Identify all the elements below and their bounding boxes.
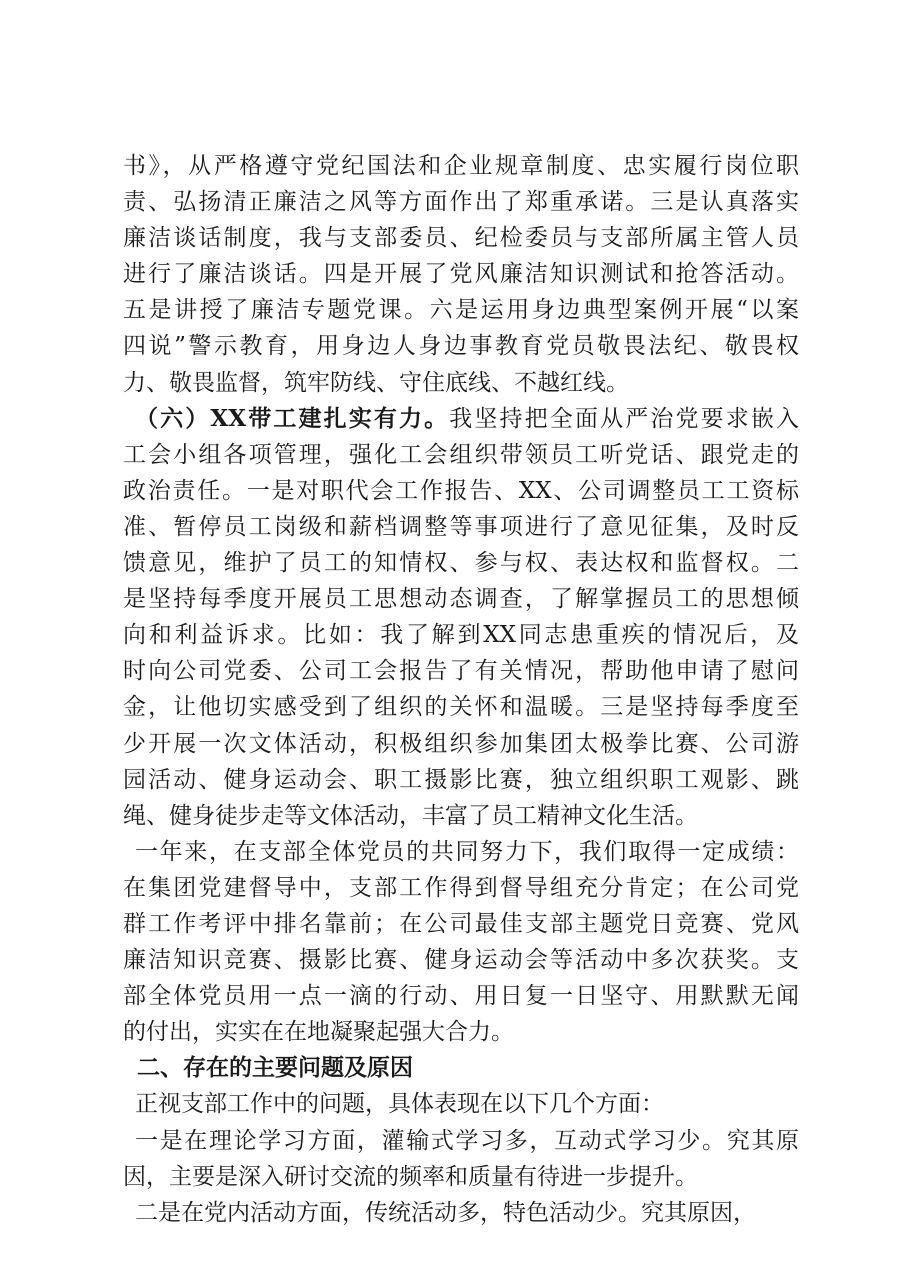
paragraph-line: 时向公司党委、公司工会报告了有关情况，帮助他申请了慰问 bbox=[123, 658, 799, 685]
paragraph-line: 在集团党建督导中，支部工作得到督导组充分肯定；在公司党 bbox=[123, 874, 799, 901]
paragraph-line: 馈意见，维护了员工的知情权、参与权、表达权和监督权。二 bbox=[123, 550, 799, 577]
paragraph-line: 进行了廉洁谈话。四是开展了党风廉洁知识测试和抢答活动。 bbox=[123, 261, 799, 288]
paragraph-line: 少开展一次文体活动，积极组织参加集团太极拳比赛、公司游 bbox=[123, 730, 799, 757]
section-heading-2: 二、存在的主要问题及原因 bbox=[137, 1055, 413, 1082]
document-body bbox=[123, 148, 799, 1231]
paragraph-line: 责、弘扬清正廉洁之风等方面作出了郑重承诺。三是认真落实 bbox=[123, 189, 799, 216]
paragraph-line: 廉洁知识竞赛、摄影比赛、健身运动会等活动中多次获奖。支 bbox=[123, 947, 799, 974]
paragraph-line: 金，让他切实感受到了组织的关怀和温暖。三是坚持每季度至 bbox=[123, 694, 799, 721]
paragraph-line: 群工作考评中排名靠前；在公司最佳支部主题党日竞赛、党风 bbox=[123, 910, 799, 937]
paragraph-line: 廉洁谈话制度，我与支部委员、纪检委员与支部所属主管人员 bbox=[123, 225, 799, 252]
paragraph-line: 书》，从严格遵守党纪国法和企业规章制度、忠实履行岗位职 bbox=[123, 153, 799, 179]
paragraph-line: 一是在理论学习方面，灌输式学习多，互动式学习少。究其原 bbox=[135, 1127, 799, 1154]
paragraph-line: 准、暂停员工岗级和薪档调整等事项进行了意见征集，及时反 bbox=[123, 513, 799, 540]
paragraph-line: 工会小组各项管理，强化工会组织带领员工听党话、跟党走的 bbox=[123, 441, 799, 468]
section-line bbox=[123, 401, 799, 437]
paragraph-line: 五是讲授了廉洁专题党课。六是运用身边典型案例开展“以案 bbox=[123, 297, 799, 324]
paragraph-line: 是坚持每季度开展员工思想动态调查，了解掌握员工的思想倾 bbox=[123, 586, 799, 613]
section-heading: （六）XX带工建扎实有力。 bbox=[135, 404, 450, 432]
paragraph-line: 部全体党员用一点一滴的行动、用日复一日坚守、用默默无闻 bbox=[123, 983, 799, 1010]
paragraph-line: 的付出，实实在在地凝聚起强大合力。 bbox=[123, 1019, 514, 1046]
paragraph-line: 力、敬畏监督，筑牢防线、守住底线、不越红线。 bbox=[123, 369, 629, 396]
paragraph-line: 绳、健身徒步走等文体活动，丰富了员工精神文化生活。 bbox=[123, 802, 698, 829]
paragraph-line: 二是在党内活动方面，传统活动多，特色活动少。究其原因， bbox=[135, 1199, 756, 1226]
paragraph-line: 向和利益诉求。比如：我了解到XX同志患重疾的情况后，及 bbox=[123, 622, 799, 649]
paragraph-line: 正视支部工作中的问题，具体表现在以下几个方面： bbox=[135, 1091, 664, 1118]
paragraph-line: 政治责任。一是对职代会工作报告、XX、公司调整员工工资标 bbox=[123, 477, 799, 504]
paragraph-line: 园活动、健身运动会、职工摄影比赛，独立组织职工观影、跳 bbox=[123, 766, 799, 793]
section-text: 我坚持把全面从严治党要求嵌入 bbox=[449, 405, 799, 432]
paragraph-line: 四说”警示教育，用身边人身边事教育党员敬畏法纪、敬畏权 bbox=[123, 333, 799, 360]
paragraph-line: 因，主要是深入研讨交流的频率和质量有待进一步提升。 bbox=[123, 1163, 698, 1190]
paragraph-line: 一年来，在支部全体党员的共同努力下，我们取得一定成绩： bbox=[135, 838, 799, 865]
